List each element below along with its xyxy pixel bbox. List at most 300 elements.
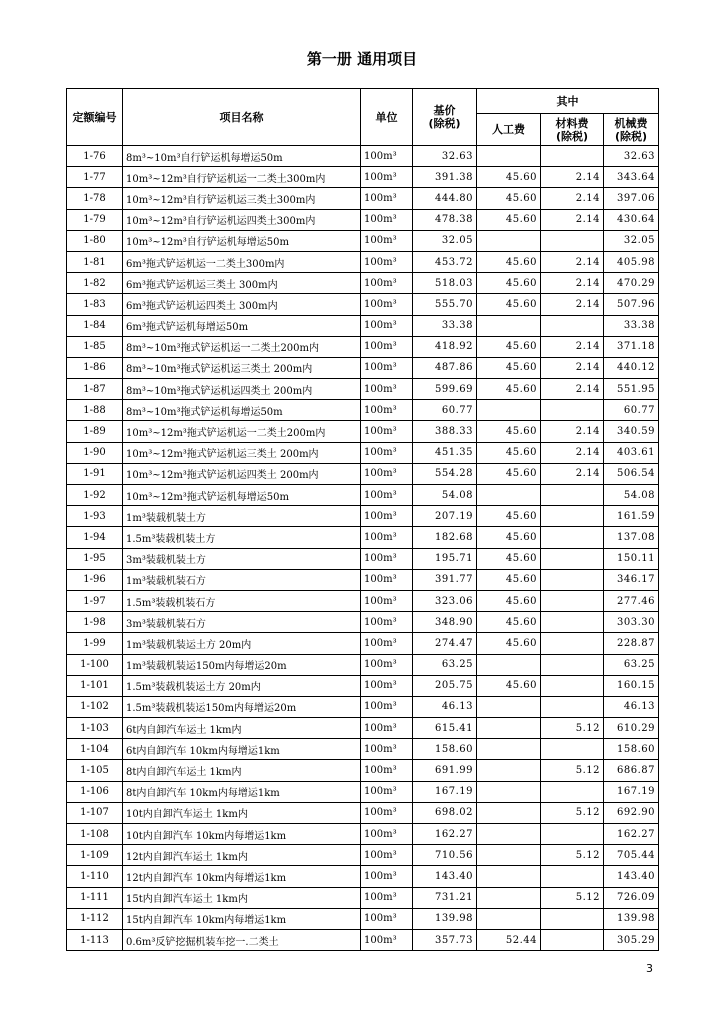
row-material: 2.14 [541, 294, 604, 315]
row-machine: 430.64 [604, 209, 659, 230]
row-machine: 705.44 [604, 845, 659, 866]
row-machine: 405.98 [604, 251, 659, 272]
table-header [67, 89, 659, 146]
row-machine: 371.18 [604, 336, 659, 357]
row-labor [477, 760, 541, 781]
row-machine: 440.12 [604, 357, 659, 378]
row-unit: 100m³ [361, 569, 413, 590]
row-labor: 52.44 [477, 929, 541, 950]
row-code: 1-105 [67, 760, 123, 781]
row-code: 1-103 [67, 718, 123, 739]
row-base-price: 388.33 [413, 421, 477, 442]
row-name: 6m³拖式铲运机运一二类土300m内 [123, 251, 361, 272]
row-material [541, 866, 604, 887]
row-labor: 45.60 [477, 294, 541, 315]
row-code: 1-109 [67, 845, 123, 866]
row-base-price: 698.02 [413, 802, 477, 823]
row-code: 1-78 [67, 188, 123, 209]
row-unit: 100m³ [361, 824, 413, 845]
row-code: 1-107 [67, 802, 123, 823]
row-labor: 45.60 [477, 336, 541, 357]
row-name: 10t内自卸汽车运土 1km内 [123, 802, 361, 823]
table-row [67, 294, 659, 315]
row-machine: 343.64 [604, 167, 659, 188]
row-labor [477, 887, 541, 908]
table-row [67, 506, 659, 527]
table-row [67, 230, 659, 251]
table-row [67, 781, 659, 802]
row-base-price: 60.77 [413, 400, 477, 421]
row-material [541, 230, 604, 251]
row-base-price: 554.28 [413, 463, 477, 484]
row-code: 1-96 [67, 569, 123, 590]
row-unit: 100m³ [361, 866, 413, 887]
row-machine: 161.59 [604, 506, 659, 527]
row-machine: 160.15 [604, 675, 659, 696]
row-material: 5.12 [541, 718, 604, 739]
row-base-price: 182.68 [413, 527, 477, 548]
row-machine: 346.17 [604, 569, 659, 590]
row-machine: 470.29 [604, 273, 659, 294]
row-base-price: 731.21 [413, 887, 477, 908]
row-labor: 45.60 [477, 506, 541, 527]
row-base-price: 599.69 [413, 379, 477, 400]
row-code: 1-80 [67, 230, 123, 251]
row-labor: 45.60 [477, 527, 541, 548]
table-row [67, 590, 659, 611]
row-material [541, 612, 604, 633]
row-name: 10m³~12m³自行铲运机运四类土300m内 [123, 209, 361, 230]
row-base-price: 167.19 [413, 781, 477, 802]
row-unit: 100m³ [361, 633, 413, 654]
row-machine: 551.95 [604, 379, 659, 400]
row-name: 8m³~10m³自行铲运机每增运50m [123, 146, 361, 167]
row-material [541, 527, 604, 548]
table-row [67, 357, 659, 378]
row-base-price: 615.41 [413, 718, 477, 739]
row-machine: 32.63 [604, 146, 659, 167]
row-labor [477, 908, 541, 929]
row-code: 1-101 [67, 675, 123, 696]
row-material [541, 485, 604, 506]
row-unit: 100m³ [361, 167, 413, 188]
row-name: 6t内自卸汽车运土 1km内 [123, 718, 361, 739]
row-labor: 45.60 [477, 590, 541, 611]
row-code: 1-106 [67, 781, 123, 802]
row-material: 2.14 [541, 167, 604, 188]
row-base-price: 158.60 [413, 739, 477, 760]
row-machine: 158.60 [604, 739, 659, 760]
row-name: 12t内自卸汽车运土 1km内 [123, 845, 361, 866]
row-name: 0.6m³反铲挖掘机装车挖一.二类土 [123, 929, 361, 950]
row-machine: 46.13 [604, 696, 659, 717]
row-material: 2.14 [541, 273, 604, 294]
table-row [67, 315, 659, 336]
row-unit: 100m³ [361, 590, 413, 611]
row-name: 6m³拖式铲运机运三类土 300m内 [123, 273, 361, 294]
row-labor: 45.60 [477, 463, 541, 484]
row-code: 1-77 [67, 167, 123, 188]
row-unit: 100m³ [361, 654, 413, 675]
row-base-price: 54.08 [413, 485, 477, 506]
row-labor [477, 400, 541, 421]
row-material [541, 781, 604, 802]
row-name: 3m³装载机装石方 [123, 612, 361, 633]
row-labor [477, 485, 541, 506]
row-base-price: 143.40 [413, 866, 477, 887]
row-code: 1-91 [67, 463, 123, 484]
row-name: 10m³~12m³自行铲运机运一二类土300m内 [123, 167, 361, 188]
row-labor: 45.60 [477, 251, 541, 272]
row-machine: 305.29 [604, 929, 659, 950]
row-unit: 100m³ [361, 739, 413, 760]
row-machine: 397.06 [604, 188, 659, 209]
row-base-price: 63.25 [413, 654, 477, 675]
row-labor: 45.60 [477, 357, 541, 378]
row-name: 6t内自卸汽车 10km内每增运1km [123, 739, 361, 760]
row-labor [477, 315, 541, 336]
row-material [541, 633, 604, 654]
row-code: 1-98 [67, 612, 123, 633]
row-labor: 45.60 [477, 548, 541, 569]
row-machine: 506.54 [604, 463, 659, 484]
row-base-price: 207.19 [413, 506, 477, 527]
row-machine: 403.61 [604, 442, 659, 463]
row-material: 2.14 [541, 336, 604, 357]
row-unit: 100m³ [361, 273, 413, 294]
row-code: 1-94 [67, 527, 123, 548]
row-code: 1-104 [67, 739, 123, 760]
row-labor [477, 654, 541, 675]
table-row [67, 400, 659, 421]
row-code: 1-76 [67, 146, 123, 167]
table-body [67, 146, 659, 951]
row-code: 1-86 [67, 357, 123, 378]
row-machine: 139.98 [604, 908, 659, 929]
table-row [67, 146, 659, 167]
row-unit: 100m³ [361, 802, 413, 823]
row-unit: 100m³ [361, 908, 413, 929]
row-unit: 100m³ [361, 548, 413, 569]
row-name: 8t内自卸汽车运土 1km内 [123, 760, 361, 781]
row-machine: 137.08 [604, 527, 659, 548]
row-code: 1-81 [67, 251, 123, 272]
row-unit: 100m³ [361, 209, 413, 230]
row-labor [477, 866, 541, 887]
row-base-price: 46.13 [413, 696, 477, 717]
row-code: 1-100 [67, 654, 123, 675]
row-labor [477, 845, 541, 866]
row-labor: 45.60 [477, 612, 541, 633]
row-labor: 45.60 [477, 379, 541, 400]
row-name: 1m³装载机装运土方 20m内 [123, 633, 361, 654]
row-base-price: 391.38 [413, 167, 477, 188]
row-material [541, 506, 604, 527]
page-number: 3 [646, 962, 653, 975]
row-base-price: 391.77 [413, 569, 477, 590]
row-material: 2.14 [541, 209, 604, 230]
table-row [67, 336, 659, 357]
row-base-price: 487.86 [413, 357, 477, 378]
row-material: 2.14 [541, 442, 604, 463]
row-unit: 100m³ [361, 294, 413, 315]
row-labor: 45.60 [477, 633, 541, 654]
row-base-price: 205.75 [413, 675, 477, 696]
row-material: 2.14 [541, 463, 604, 484]
table-row [67, 696, 659, 717]
row-machine: 228.87 [604, 633, 659, 654]
row-name: 10m³~12m³拖式铲运机每增运50m [123, 485, 361, 506]
table-row [67, 908, 659, 929]
row-material [541, 548, 604, 569]
row-unit: 100m³ [361, 718, 413, 739]
row-material [541, 654, 604, 675]
row-labor: 45.60 [477, 569, 541, 590]
row-material [541, 400, 604, 421]
row-machine: 32.05 [604, 230, 659, 251]
row-unit: 100m³ [361, 527, 413, 548]
row-labor: 45.60 [477, 188, 541, 209]
row-code: 1-82 [67, 273, 123, 294]
row-unit: 100m³ [361, 696, 413, 717]
row-material [541, 929, 604, 950]
row-code: 1-95 [67, 548, 123, 569]
row-labor [477, 739, 541, 760]
row-unit: 100m³ [361, 251, 413, 272]
row-material: 5.12 [541, 760, 604, 781]
row-machine: 54.08 [604, 485, 659, 506]
row-machine: 63.25 [604, 654, 659, 675]
row-material: 2.14 [541, 357, 604, 378]
row-name: 1.5m³装载机装土方 [123, 527, 361, 548]
quota-table [66, 88, 659, 951]
row-machine: 610.29 [604, 718, 659, 739]
row-code: 1-112 [67, 908, 123, 929]
row-machine: 726.09 [604, 887, 659, 908]
row-name: 6m³拖式铲运机运四类土 300m内 [123, 294, 361, 315]
row-labor [477, 696, 541, 717]
row-unit: 100m³ [361, 379, 413, 400]
row-base-price: 451.35 [413, 442, 477, 463]
table-row [67, 251, 659, 272]
row-material [541, 824, 604, 845]
row-labor: 45.60 [477, 167, 541, 188]
row-name: 10m³~12m³自行铲运机运三类土300m内 [123, 188, 361, 209]
table-row [67, 845, 659, 866]
row-unit: 100m³ [361, 188, 413, 209]
row-name: 1m³装载机装土方 [123, 506, 361, 527]
row-labor [477, 781, 541, 802]
table-row [67, 866, 659, 887]
row-material [541, 315, 604, 336]
row-unit: 100m³ [361, 929, 413, 950]
row-name: 1m³装载机装运150m内每增运20m [123, 654, 361, 675]
row-base-price: 691.99 [413, 760, 477, 781]
row-base-price: 323.06 [413, 590, 477, 611]
header-of-which: 其中 [477, 89, 659, 114]
row-name: 15t内自卸汽车 10km内每增运1km [123, 908, 361, 929]
row-machine: 277.46 [604, 590, 659, 611]
table-row [67, 887, 659, 908]
row-machine: 150.11 [604, 548, 659, 569]
row-code: 1-84 [67, 315, 123, 336]
table-row [67, 548, 659, 569]
row-machine: 340.59 [604, 421, 659, 442]
row-material [541, 569, 604, 590]
row-labor [477, 230, 541, 251]
header-code: 定额编号 [67, 89, 123, 146]
row-base-price: 32.05 [413, 230, 477, 251]
table-row [67, 654, 659, 675]
row-code: 1-113 [67, 929, 123, 950]
row-material [541, 146, 604, 167]
row-unit: 100m³ [361, 146, 413, 167]
row-machine: 162.27 [604, 824, 659, 845]
table-row [67, 379, 659, 400]
row-unit: 100m³ [361, 400, 413, 421]
row-labor [477, 718, 541, 739]
row-base-price: 274.47 [413, 633, 477, 654]
row-base-price: 478.38 [413, 209, 477, 230]
row-material: 5.12 [541, 845, 604, 866]
row-code: 1-85 [67, 336, 123, 357]
row-unit: 100m³ [361, 781, 413, 802]
row-material [541, 675, 604, 696]
row-base-price: 444.80 [413, 188, 477, 209]
row-code: 1-99 [67, 633, 123, 654]
table-row [67, 612, 659, 633]
row-machine: 60.77 [604, 400, 659, 421]
row-name: 15t内自卸汽车运土 1km内 [123, 887, 361, 908]
row-code: 1-79 [67, 209, 123, 230]
row-base-price: 32.63 [413, 146, 477, 167]
row-code: 1-110 [67, 866, 123, 887]
table-row [67, 209, 659, 230]
row-labor: 45.60 [477, 209, 541, 230]
row-name: 8m³~10m³拖式铲运机每增运50m [123, 400, 361, 421]
row-name: 6m³拖式铲运机每增运50m [123, 315, 361, 336]
row-machine: 692.90 [604, 802, 659, 823]
row-unit: 100m³ [361, 506, 413, 527]
row-code: 1-97 [67, 590, 123, 611]
row-name: 12t内自卸汽车 10km内每增运1km [123, 866, 361, 887]
row-code: 1-93 [67, 506, 123, 527]
row-base-price: 33.38 [413, 315, 477, 336]
row-material: 5.12 [541, 887, 604, 908]
row-name: 1.5m³装载机装石方 [123, 590, 361, 611]
row-name: 8m³~10m³拖式铲运机运三类土 200m内 [123, 357, 361, 378]
row-material [541, 739, 604, 760]
table-row [67, 167, 659, 188]
row-name: 10m³~12m³自行铲运机每增运50m [123, 230, 361, 251]
row-name: 1.5m³装载机装运土方 20m内 [123, 675, 361, 696]
row-unit: 100m³ [361, 760, 413, 781]
table-row [67, 421, 659, 442]
header-name: 项目名称 [123, 89, 361, 146]
row-unit: 100m³ [361, 845, 413, 866]
row-unit: 100m³ [361, 463, 413, 484]
table-row [67, 929, 659, 950]
row-labor: 45.60 [477, 421, 541, 442]
row-name: 8t内自卸汽车 10km内每增运1km [123, 781, 361, 802]
row-name: 3m³装载机装土方 [123, 548, 361, 569]
table-row [67, 633, 659, 654]
row-material [541, 908, 604, 929]
row-base-price: 139.98 [413, 908, 477, 929]
row-unit: 100m³ [361, 336, 413, 357]
row-machine: 143.40 [604, 866, 659, 887]
row-material: 2.14 [541, 188, 604, 209]
row-labor: 45.60 [477, 273, 541, 294]
row-name: 8m³~10m³拖式铲运机运四类土 200m内 [123, 379, 361, 400]
row-material: 2.14 [541, 251, 604, 272]
row-name: 10m³~12m³拖式铲运机运一二类土200m内 [123, 421, 361, 442]
table-row [67, 718, 659, 739]
table-row [67, 569, 659, 590]
row-unit: 100m³ [361, 675, 413, 696]
row-code: 1-111 [67, 887, 123, 908]
page-title: 第一册 通用项目 [306, 50, 418, 68]
row-name: 1m³装载机装石方 [123, 569, 361, 590]
row-machine: 303.30 [604, 612, 659, 633]
header-machine: 机械费 (除税) [604, 114, 659, 146]
table-row [67, 273, 659, 294]
row-name: 1.5m³装载机装运150m内每增运20m [123, 696, 361, 717]
row-name: 8m³~10m³拖式铲运机运一二类土200m内 [123, 336, 361, 357]
row-labor [477, 802, 541, 823]
row-base-price: 348.90 [413, 612, 477, 633]
row-base-price: 195.71 [413, 548, 477, 569]
row-labor [477, 824, 541, 845]
row-unit: 100m³ [361, 442, 413, 463]
row-base-price: 162.27 [413, 824, 477, 845]
row-unit: 100m³ [361, 612, 413, 633]
row-labor: 45.60 [477, 442, 541, 463]
table-row [67, 442, 659, 463]
row-unit: 100m³ [361, 315, 413, 336]
row-labor [477, 146, 541, 167]
table-row [67, 485, 659, 506]
row-unit: 100m³ [361, 357, 413, 378]
table-row [67, 527, 659, 548]
header-labor: 人工费 [477, 114, 541, 146]
row-code: 1-88 [67, 400, 123, 421]
header-unit: 单位 [361, 89, 413, 146]
row-base-price: 453.72 [413, 251, 477, 272]
row-machine: 686.87 [604, 760, 659, 781]
table-row [67, 760, 659, 781]
row-machine: 33.38 [604, 315, 659, 336]
row-labor: 45.60 [477, 675, 541, 696]
row-unit: 100m³ [361, 887, 413, 908]
table-row [67, 675, 659, 696]
row-code: 1-108 [67, 824, 123, 845]
row-material: 2.14 [541, 421, 604, 442]
row-name: 10m³~12m³拖式铲运机运四类土 200m内 [123, 463, 361, 484]
row-unit: 100m³ [361, 421, 413, 442]
table-row [67, 802, 659, 823]
table-row [67, 188, 659, 209]
row-code: 1-83 [67, 294, 123, 315]
row-code: 1-102 [67, 696, 123, 717]
row-base-price: 357.73 [413, 929, 477, 950]
row-machine: 167.19 [604, 781, 659, 802]
row-base-price: 518.03 [413, 273, 477, 294]
table-row [67, 739, 659, 760]
row-name: 10m³~12m³拖式铲运机运三类土 200m内 [123, 442, 361, 463]
row-material [541, 696, 604, 717]
row-base-price: 710.56 [413, 845, 477, 866]
